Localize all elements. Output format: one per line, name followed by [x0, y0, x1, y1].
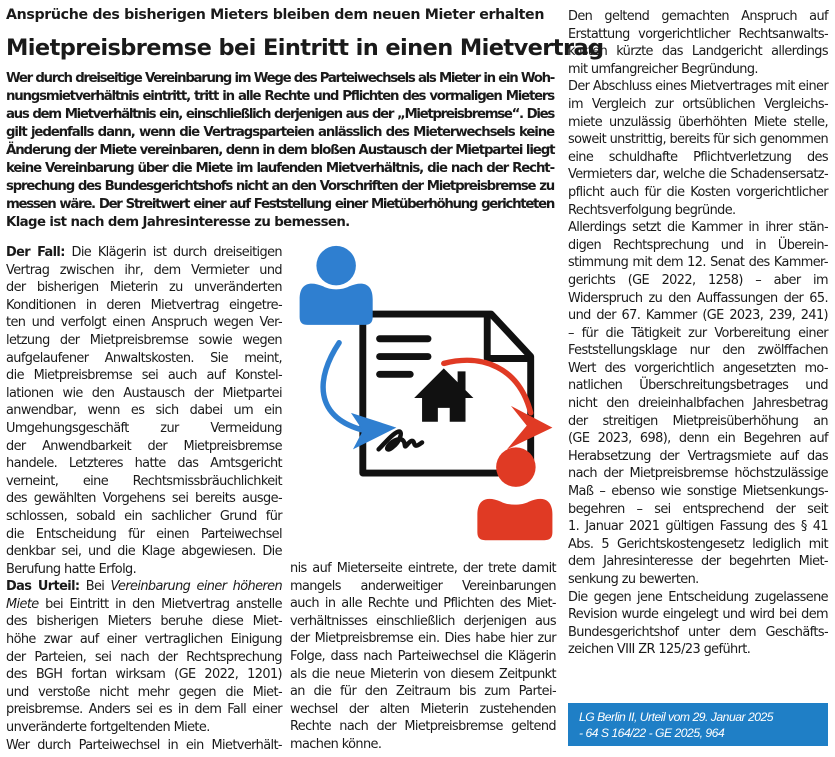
text-line: des BGH fortan wirksam (GE 2022, 1201)	[6, 667, 282, 683]
text-line: aus dem Mietverhältnis ein, einschließlich derjenigen aus der „Mietpreisbremse“. Dies	[6, 107, 554, 122]
text-line: eine schuldhafte Pflichtverletzung des	[568, 149, 828, 165]
text-line: Konditionen in deren Mietvertrag eingetre-	[6, 297, 282, 313]
text-line: Rechte nach der Mietpreisbremse geltend	[290, 719, 556, 735]
text-line: höhe zwar auf einer vertraglichen Einigung	[6, 632, 282, 648]
text-line: Allerdings setzt die Kammer in ihrer stän-	[568, 220, 828, 236]
text-line: Wert des vorgerichtlich angesetzten mo-	[568, 360, 828, 376]
text-line: die Mietpreisbremse sei auch auf Konstel-	[6, 368, 282, 384]
verdict-section	[6, 578, 282, 754]
source-line: - 64 S 164/22 - GE 2025, 964	[579, 726, 725, 740]
text-line: Maß – ebenso wie sonstige Mietsenkungs-	[568, 484, 828, 500]
article-title: Mietpreisbremse bei Eintritt in einen Mietvertrag	[6, 35, 604, 61]
text-line: Abs. 5 Gerichtskostengesetz lediglich mit	[568, 536, 828, 552]
text-line: an die für den Zeitraum bis zum Partei-	[290, 684, 556, 700]
article-lead	[6, 70, 554, 232]
source-line: LG Berlin II, Urteil vom 29. Januar 2025	[579, 710, 774, 724]
text-line	[6, 596, 282, 614]
verdict-emphasis: Miete	[6, 596, 39, 612]
text-line: Wer durch dreiseitige Vereinbarung im Wege des Parteiwechsels als Mieter in ein Woh-	[6, 71, 554, 86]
text-line: (GE 2023, 698), denn ein Begehren auf	[568, 431, 828, 447]
text-line: Bundesgerichtshof unter dem Geschäfts-	[568, 624, 828, 640]
text-line: der Anwendbarkeit der Mietpreisbremse	[6, 438, 282, 454]
verdict-text: Bei	[85, 579, 105, 595]
text-line: Die gegen jene Entscheidung zugelassene	[568, 589, 828, 605]
text-line: Wer durch Parteiwechsel in ein Mietverhält-	[6, 737, 282, 753]
text-line: digen Rechtsprechung und in Überein-	[568, 237, 828, 253]
text-line: Rechtsverfolgung begründe.	[568, 202, 736, 218]
text-line: der Mietpreisbremse ein. Dies habe hier zur	[290, 631, 556, 647]
text-line: sprechung des Bundesgerichtshofs nicht an den Vorschriften der Mietpreisbremse zu	[6, 179, 554, 194]
text-line: 1. Januar 2021 gültigen Fassung des § 41	[568, 519, 828, 535]
text-line: soweit unstrittig, bereits für sich genommen	[568, 132, 829, 148]
text-line: Vermieters dar, welche die Schadensersatz-	[568, 167, 828, 183]
text-line: unveränderte fortgeltenden Miete.	[6, 720, 210, 736]
text-line: der bisherigen Mieterin zu unveränderten	[6, 280, 282, 296]
text-line: lationen wie den Austausch der Mietpartei	[6, 385, 282, 401]
text-line: nis auf Mieterseite eintrete, der trete damit	[290, 561, 556, 576]
text-line: ten und verfolgt einen Anspruch wegen Ver-	[6, 315, 282, 331]
text-line: Klage ist nach dem Jahresinteresse zu bemessen.	[6, 215, 350, 230]
text-line: Den geltend gemachten Anspruch auf	[568, 9, 828, 24]
text-line: Erstattung vorgerichtlicher Rechtsanwalts-	[568, 26, 828, 42]
tenant-change-illustration	[292, 240, 562, 556]
case-text: Die Klägerin ist durch dreiseitigen	[71, 245, 282, 260]
text-line: letzung der Mietpreisbremse sowie wegen	[6, 332, 282, 348]
text-line: Änderung der Miete vereinbaren, denn in dem bloßen Austausch der Mietpartei liegt	[6, 143, 555, 158]
person-blue-icon	[300, 246, 373, 325]
text-line: Vertrag zwischen ihr, dem Vermieter und	[6, 262, 282, 278]
text-line: im Vergleich zur ortsüblichen Vergleichs-	[568, 96, 828, 112]
text-line: – für die Tätigkeit zur Vorbereitung einer	[568, 325, 828, 341]
text-line: Feststellungsklage nur den zwölffachen	[568, 343, 828, 359]
text-line: keine Vereinbarung über die Miete im laufenden Mietverhältnis, die nach der Recht-	[6, 161, 554, 176]
text-line: schlossen, sobald ein sachlicher Grund für	[6, 508, 282, 524]
article-kicker: Ansprüche des bisherigen Mieters bleiben dem neuen Mieter erhalten	[6, 7, 545, 23]
text-line: gerichts (GE 2022, 1258) – aber im	[568, 272, 828, 288]
text-line: nungsmietverhältnis eintritt, tritt in alle Rechte und Pflichten des vormaligen Mieters	[6, 89, 554, 104]
text-line: auch in alle Rechte und Pflichten des Miet-	[290, 596, 556, 612]
text-line: Der Abschluss eines Mietvertrages mit einer	[568, 79, 829, 95]
text-line: anwendbar, wenn es sich dabei um ein	[6, 403, 282, 419]
text-line: Widerspruch zu den Auffassungen der 65.	[568, 290, 828, 306]
text-line: und der 67. Kammer (GE 2023, 239, 241)	[568, 308, 828, 324]
text-line: und verstoße nicht mehr gegen die Miet-	[6, 684, 282, 700]
verdict-text: bei Eintritt in den Mietvertrag anstelle	[45, 596, 282, 612]
text-line: als die neue Mieterin von diesem Zeitpunkt	[290, 666, 556, 682]
text-line: nicht den dreieinhalbfachen Jahresbetrag	[568, 396, 828, 412]
text-line: Herabsetzung der Vertragsmiete auf das	[568, 448, 828, 464]
text-line: gilt jedenfalls dann, wenn die Vertragsparteien anlässlich des Mieterwechsels keine	[6, 125, 554, 140]
text-line: handele. Letzteres hatte das Amtsgericht	[6, 456, 282, 472]
verdict-emphasis: Vereinbarung einer höheren	[110, 579, 283, 595]
text-line	[6, 244, 282, 262]
text-line: der streitigen Mietpreisüberhöhung an	[568, 413, 828, 429]
column-left	[6, 244, 282, 754]
text-line: mit umfangreicher Begründung.	[568, 61, 758, 77]
column-middle	[290, 560, 556, 754]
text-line: begehren – sei entsprechend der seit	[568, 501, 828, 517]
text-line: des gewählten Vorgehens sei bereits ausge-	[6, 491, 282, 507]
text-line: des bisherigen Mieters beruhe diese Miet-	[6, 614, 282, 630]
text-line: messen wäre. Der Streitwert einer auf Feststellung einer Mietüberhöhung gerichteten	[6, 197, 554, 212]
source-citation-box	[568, 703, 828, 746]
text-line: die Entscheidung für einen Parteiwechsel	[6, 526, 282, 542]
case-label: Der Fall:	[6, 245, 65, 260]
text-line: verhältnisses einschließlich derjenigen aus	[290, 613, 556, 629]
case-section	[6, 244, 282, 578]
text-line: dem Jahresinteresse der begehrten Miet-	[568, 554, 828, 570]
text-line: natlichen Überschreitungsbetrages und	[568, 378, 828, 394]
verdict-label: Das Urteil:	[6, 579, 80, 595]
text-line: mangels anderweitiger Vereinbarungen	[290, 578, 556, 594]
text-line: wechsel der alten Mieterin zustehenden	[290, 701, 556, 717]
text-line: stimmung mit dem 12. Senat des Kammer-	[568, 255, 828, 271]
text-line: miete unzulässig überhöhten Miete stelle,	[568, 114, 828, 130]
text-line: Berufung hatte Erfolg.	[6, 561, 137, 577]
column-right	[568, 8, 828, 659]
text-line: kosten kürzte das Landgericht allerdings	[568, 44, 828, 60]
text-line	[6, 578, 282, 596]
text-line: verneint, eine Rechtsmissbräuchlichkeit	[6, 473, 282, 489]
text-line: pflicht auch für die Kosten vorgerichtlicher	[568, 184, 828, 200]
text-line: der Parteien, sei nach der Rechtsprechung	[6, 649, 282, 665]
text-line: denkbar sei, und die Klage abgewiesen. Die	[6, 544, 282, 560]
text-line: Umgehungsgeschäft zur Vermeidung	[6, 420, 282, 436]
text-line: aufgelaufener Anwaltskosten. Sie meint,	[6, 350, 282, 366]
text-line: Folge, dass nach Parteiwechsel die Klägerin	[290, 648, 556, 664]
text-line: senkung zu bewerten.	[568, 572, 699, 587]
illustration-svg	[292, 240, 562, 556]
text-line: Revision wurde eingelegt und wird bei dem	[568, 607, 828, 623]
text-line: zeichen VIII ZR 125/23 geführt.	[568, 642, 751, 658]
text-line: nach der Mietpreisbremse höchstzulässige	[568, 466, 828, 482]
text-line: preisbremse. Anders sei es in dem Fall einer	[6, 702, 282, 718]
text-line: machen könne.	[290, 736, 382, 752]
